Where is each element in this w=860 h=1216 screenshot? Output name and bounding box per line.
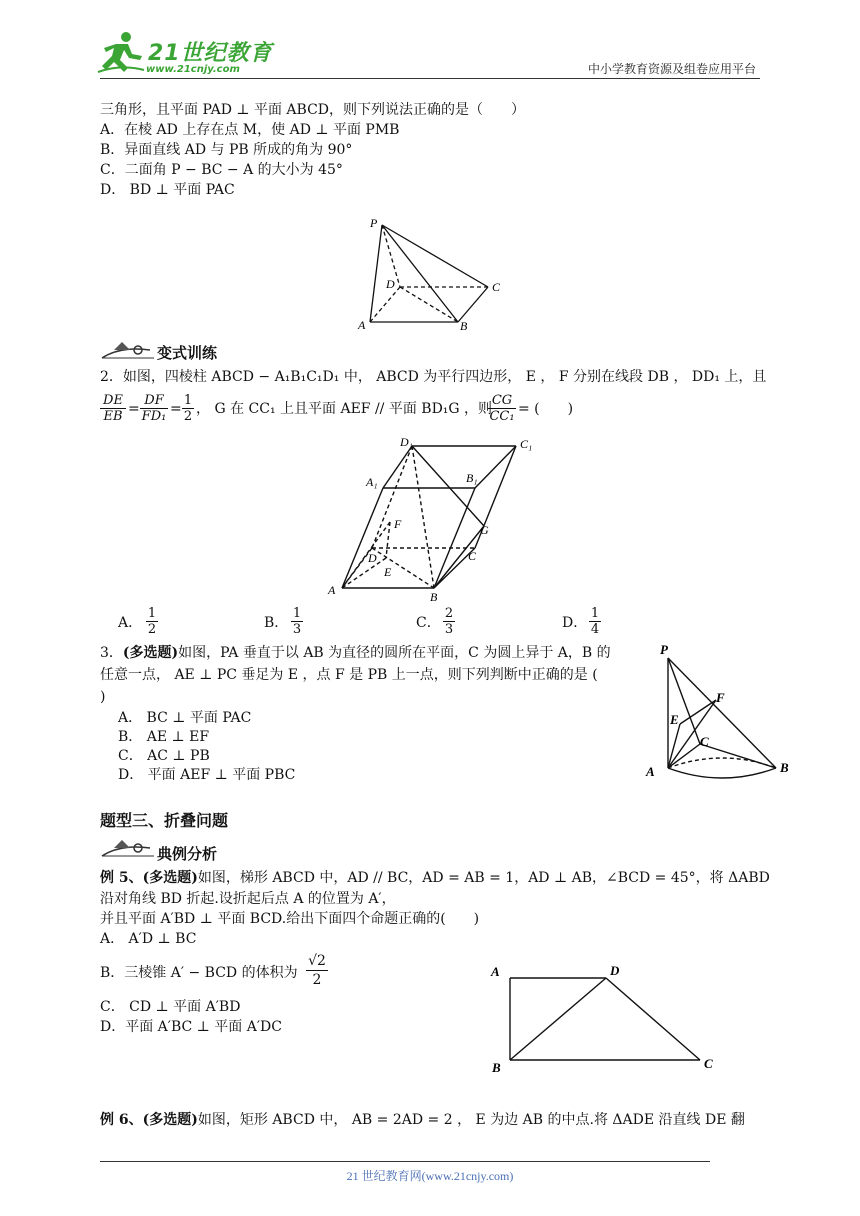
q3-label-c: C	[700, 734, 709, 749]
q1-option-a: A．在棱 AD 上存在点 M，使 AD ⊥ 平面 PMB	[100, 122, 400, 138]
q2-label-e: E	[384, 565, 392, 579]
logo-runner-icon	[96, 30, 146, 76]
header-right-text: 中小学教育资源及组卷应用平台	[587, 62, 756, 76]
ex5-option-b: B．三棱锥 A′ − BCD 的体积为	[100, 965, 298, 981]
frac-num: CG	[491, 393, 513, 408]
q3-option-c: C． AC ⊥ PB	[118, 748, 210, 764]
q2-eq2: =	[170, 401, 182, 417]
q2-label-g: G	[480, 523, 489, 537]
q1-label-p: P	[370, 216, 378, 230]
frac-den: FD₁	[141, 409, 167, 424]
q3-tag: (多选题)	[122, 645, 179, 661]
q2-label-c: C	[468, 549, 477, 563]
frac-den: 2	[147, 622, 157, 637]
logo-text: 21世纪教育	[148, 41, 273, 66]
q2-option-b-label: B．	[264, 615, 289, 631]
q2-frac-half	[182, 393, 194, 424]
q2-prism-figure	[320, 432, 550, 604]
q1-label-d: D	[386, 277, 395, 291]
variation-title: 变式训练	[157, 344, 218, 362]
frac-num: 2	[444, 606, 454, 621]
section3-title: 题型三、折叠问题	[100, 811, 229, 830]
q2-option-d-frac	[589, 606, 601, 637]
q3-label-e: E	[670, 712, 679, 727]
q2-option-d-label: D．	[562, 615, 588, 631]
header	[96, 30, 766, 80]
ex5-label-a: A	[491, 964, 500, 979]
q1-label-a: A	[358, 318, 366, 332]
footer-rule	[100, 1161, 710, 1162]
q1-label-c: C	[492, 280, 501, 294]
variation-badge-icon	[100, 338, 156, 360]
q2-label-f: F	[394, 517, 402, 531]
ex5-trapezoid-figure	[486, 960, 726, 1080]
ex6-tag: (多选题)	[142, 1112, 198, 1128]
q2-option-b-frac	[291, 606, 303, 637]
header-rule	[100, 78, 760, 79]
q3-option-d: D． 平面 AEF ⊥ 平面 PBC	[118, 767, 296, 783]
q3-option-a: A． BC ⊥ 平面 PAC	[118, 710, 252, 726]
q2-option-a-frac	[146, 606, 158, 637]
ex5-tag: (多选题)	[142, 870, 198, 886]
ex5-label-b: B	[492, 1060, 501, 1075]
q2-option-a-label: A．	[118, 615, 143, 631]
frac-num: 1	[147, 606, 157, 621]
logo-url: www.21cnjy.com	[146, 64, 240, 75]
q2-line1: 2．如图，四棱柱 ABCD − A₁B₁C₁D₁ 中， ABCD 为平行四边形， E ， F 分别在线段 DB ， DD₁ 上，且	[100, 369, 767, 385]
q1-pyramid-figure	[350, 210, 520, 335]
q1-line1: 三角形，且平面 PAD ⊥ 平面 ABCD，则下列说法正确的是（ ）	[100, 102, 526, 118]
q2-label-b1: B₁	[466, 471, 478, 485]
ex5-label: 例 5、	[100, 870, 143, 886]
q3-label-a: A	[646, 764, 655, 779]
ex5-line1-text: 如图，梯形 ABCD 中，AD // BC，AD = AB = 1，AD ⊥ AB，∠BCD = 45°，将 ΔABD	[197, 870, 770, 886]
frac-den: CC₁	[489, 409, 515, 424]
q2-frac-cg-cc1	[488, 393, 516, 424]
q2-label-c1: C₁	[520, 437, 533, 451]
frac-den: EB	[100, 408, 126, 424]
q1-label-b: B	[460, 319, 468, 333]
frac-num: 1	[590, 606, 600, 621]
q2-label-d: D	[368, 551, 377, 565]
frac-num: 1	[292, 606, 302, 621]
ex5-option-c: C． CD ⊥ 平面 A′BD	[100, 999, 241, 1015]
q2-label-d1: D₁	[400, 435, 413, 449]
q1-option-b: B．异面直线 AD 与 PB 所成的角为 90°	[100, 142, 353, 158]
q2-frac-df-fd1	[140, 393, 168, 424]
q2-eq1: =	[128, 401, 140, 417]
frac-den: 2	[183, 409, 193, 424]
q3-line3: )	[100, 689, 106, 705]
frac-num: DF	[144, 393, 164, 408]
section3-badge: 典例分析	[157, 845, 218, 863]
q3-label-b: B	[780, 760, 789, 775]
ex5-label-c: C	[704, 1056, 713, 1071]
q2-label-a1: A₁	[366, 475, 378, 489]
q1-option-c: C．二面角 P − BC − A 的大小为 45°	[100, 162, 343, 178]
ex5-option-a: A． A′D ⊥ BC	[100, 931, 197, 947]
ex5-label-d: D	[610, 963, 620, 978]
q3-line1	[100, 644, 611, 662]
ex5-line2: 沿对角线 BD 折起.设折起后点 A 的位置为 A′，	[100, 891, 396, 907]
q2-line2-mid: ， G 在 CC₁ 上且平面 AEF // 平面 BD₁G ，则	[196, 401, 493, 417]
footer-text[interactable]: 21 世纪教育网(www.21cnjy.com)	[346, 1169, 514, 1183]
ex5-line3: 并且平面 A′BD ⊥ 平面 BCD.给出下面四个命题正确的( )	[100, 911, 480, 927]
ex6-line1-text: 如图，矩形 ABCD 中， AB = 2AD = 2 ， E 为边 AB 的中点.将 ΔADE 沿直线 DE 翻	[197, 1112, 745, 1128]
section3-badge-icon	[100, 836, 156, 858]
frac-num: 1	[183, 393, 193, 408]
frac-num: DE	[103, 393, 123, 408]
q3-option-b: B． AE ⊥ EF	[118, 729, 210, 745]
ex5-option-d: D．平面 A′BC ⊥ 平面 A′DC	[100, 1019, 282, 1035]
q3-label-f: F	[716, 690, 725, 705]
frac-den: 2	[306, 970, 328, 989]
q2-line2-end: = ( )	[518, 401, 574, 417]
frac-den: 4	[590, 622, 600, 637]
frac-num: √2	[308, 953, 326, 969]
q2-option-c-label: C．	[416, 615, 441, 631]
q3-label-p: P	[660, 642, 668, 657]
q2-option-c-frac	[443, 606, 455, 637]
q3-line2: 任意一点， AE ⊥ PC 垂足为 E ，点 F 是 PB 上一点，则下列判断中正确的是 (	[100, 667, 598, 683]
q3-line1-text: 如图，PA 垂直于以 AB 为直径的圆所在平面，C 为圆上异于 A，B 的	[178, 645, 611, 661]
q1-option-d: D． BD ⊥ 平面 PAC	[100, 182, 235, 198]
ex6-label: 例 6、	[100, 1112, 143, 1128]
q2-label-a: A	[328, 583, 336, 597]
ex5-option-b-frac	[306, 952, 328, 989]
q3-number: 3．	[100, 645, 123, 661]
q2-label-b: B	[430, 590, 438, 604]
frac-den: 3	[292, 622, 302, 637]
q3-cone-figure	[640, 636, 800, 786]
frac-den: 3	[444, 622, 454, 637]
ex6-line1	[100, 1111, 745, 1129]
ex5-line1	[100, 869, 770, 887]
q2-frac-de-eb	[100, 393, 126, 424]
